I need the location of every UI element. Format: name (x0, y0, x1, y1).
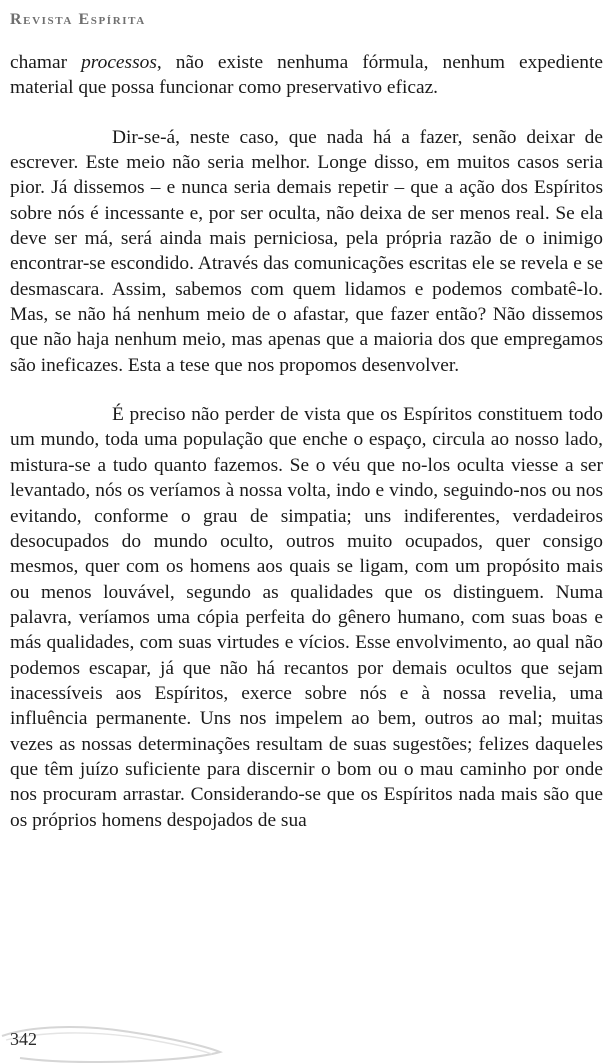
paragraph-text: , não existe nenhuma fórmula, nenhum expediente material que possa funcionar como preservativo eficaz. (10, 52, 603, 99)
paragraph-text: chamar (10, 52, 82, 73)
paragraph-e-preciso: É preciso não perder de vista que os Espíritos constituem todo um mundo, toda uma população que enche o espaço, circula ao nosso lado, mistura-se a tudo quanto fazemos. Se o véu que no-los oculta viesse a ser levantado, nós os veríamos à nossa volta, indo e vindo, seguindo-nos ou nos evitando, conforme o grau de simpatia; uns indiferentes, verdadeiros desocupados do mundo oculto, outros muito ocupados, quer consigo mesmos, quer com os homens aos quais se ligam, com um propósito mais ou menos louvável, segundo as qualidades que os distinguem. Numa palavra, veríamos uma cópia perfeita do gênero humano, com suas boas e más qualidades, com suas virtudes e vícios. Esse envolvimento, ao qual não podemos escapar, já que não há recantos por demais ocultos que sejam inacessíveis aos Espíritos, exerce sobre nós e à nossa revelia, uma influência permanente. Uns nos impelem ao bem, outros ao mal; muitas vezes as nossas determinações resultam de suas sugestões; felizes daqueles que têm juízo suficiente para discernir o bom ou o mau caminho por onde nos procuram arrastar. Considerando-se que os Espíritos nada mais são que os próprios homens despojados de sua (10, 404, 603, 831)
paragraph-dir-se-a: Dir-se-á, neste caso, que nada há a fazer, senão deixar de escrever. Este meio não seria melhor. Longe disso, em muitos casos seria pior. Já dissemos – e nunca seria demais repetir – que a ação dos Espíritos sobre nós é incessante e, por ser oculta, não deixa de ser menos real. Se ela deve ser má, será ainda mais perniciosa, pela própria razão de o inimigo encontrar-se escondido. Através das comunicações escritas ele se revela e se desmascara. Assim, sabemos com quem lidamos e podemos combatê-lo. Mas, se não há nenhum meio de o afastar, que fazer então? Não dissemos que não haja nenhum meio, mas apenas que a maioria dos que empregamos são ineficazes. Esta a tese que nos propomos desenvolver. (10, 126, 603, 376)
page-number: 342 (10, 1029, 37, 1049)
running-header: Revista Espírita (10, 11, 146, 28)
emphasized-term: processos (81, 52, 157, 73)
paragraph-continuation (10, 50, 603, 101)
page-body (10, 50, 603, 833)
